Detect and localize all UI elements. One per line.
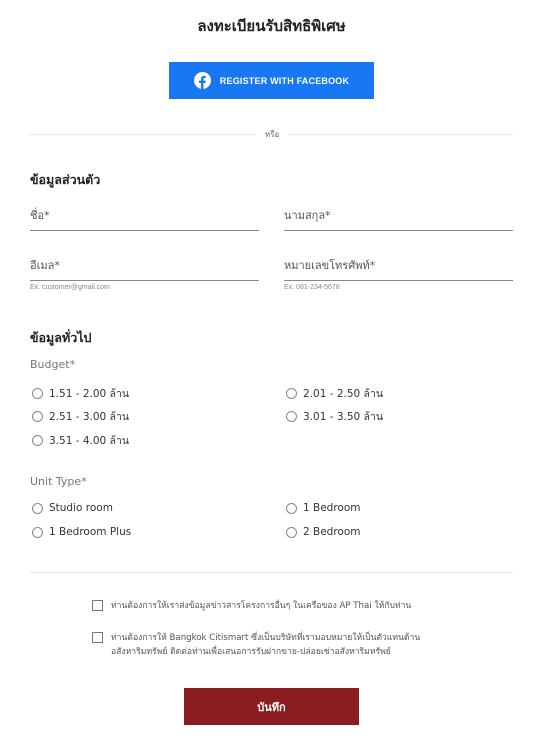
unit-type-option-1-bedroom[interactable] xyxy=(286,502,361,514)
budget-option-3[interactable] xyxy=(32,408,129,425)
unit-type-option-label: 1 Bedroom xyxy=(303,502,361,514)
radio-icon xyxy=(32,411,43,422)
first-name-underline xyxy=(30,230,259,231)
page-title: ลงทะเบียนรับสิทธิพิเศษ xyxy=(197,17,346,35)
consent-ap-thai-text: ท่านต้องการให้เราส่งข้อมูลข่าวสารโครงการอื่นๆ ในเครือของ AP Thai ให้กับท่าน xyxy=(111,601,412,611)
last-name-label: นามสกุล* xyxy=(284,209,331,222)
first-name-field[interactable] xyxy=(30,206,259,231)
unit-type-option-1-bedroom-plus[interactable] xyxy=(32,526,131,538)
email-hint: Ex. customer@gmail.com xyxy=(30,284,110,291)
radio-icon xyxy=(286,411,297,422)
consent-ap-thai[interactable] xyxy=(92,599,452,613)
unit-type-option-label: 1 Bedroom Plus xyxy=(49,526,132,538)
personal-info-heading: ข้อมูลส่วนตัว xyxy=(30,172,101,187)
save-button[interactable]: บันทึก xyxy=(184,688,359,725)
last-name-field[interactable] xyxy=(284,206,513,231)
budget-option-5[interactable] xyxy=(32,432,129,449)
unit-type-option-label: Studio room xyxy=(49,502,113,514)
consent-line-2: อสังหาริมทรัพย์ ติดต่อท่านเพื่อเสนอการรับฝากขาย-ปล่อยเช่าอสังหาริมทรัพย์ xyxy=(111,647,391,657)
phone-label: หมายเลขโทรศัพท์* xyxy=(284,259,376,272)
phone-field[interactable] xyxy=(284,256,513,291)
checkbox[interactable] xyxy=(92,632,103,643)
budget-option-4[interactable] xyxy=(286,408,383,425)
email-field[interactable] xyxy=(30,256,259,291)
budget-option-label: 2.51 - 3.00 ล้าน xyxy=(49,411,130,423)
budget-option-label: 3.01 - 3.50 ล้าน xyxy=(303,411,384,423)
unit-type-option-2-bedroom[interactable] xyxy=(286,526,361,538)
email-label: อีเมล* xyxy=(30,259,60,272)
consent-line-1: ท่านต้องการให้ Bangkok Citismart ซึ่งเป็นบริษัทที่เรามอบหมายให้เป็นตัวแทนด้าน xyxy=(111,633,421,643)
budget-option-label: 3.51 - 4.00 ล้าน xyxy=(49,435,130,447)
facebook-icon xyxy=(194,72,211,89)
budget-option-2[interactable] xyxy=(286,385,383,402)
phone-underline xyxy=(284,280,513,281)
radio-icon xyxy=(32,503,43,514)
last-name-underline xyxy=(284,230,513,231)
divider-left xyxy=(30,134,256,135)
radio-icon xyxy=(286,527,297,538)
or-separator: หรือ xyxy=(264,130,280,139)
consent-bangkok-citismart-text xyxy=(111,631,420,659)
unit-type-option-studio[interactable] xyxy=(32,502,113,514)
budget-option-1[interactable] xyxy=(32,385,129,402)
consent-bangkok-citismart[interactable] xyxy=(92,631,462,659)
radio-icon xyxy=(286,503,297,514)
unit-type-label: Unit Type* xyxy=(30,475,87,488)
section-divider xyxy=(30,572,513,573)
radio-icon xyxy=(32,435,43,446)
radio-icon xyxy=(32,527,43,538)
first-name-label: ชื่อ* xyxy=(30,209,50,222)
radio-icon xyxy=(32,388,43,399)
unit-type-option-label: 2 Bedroom xyxy=(303,526,361,538)
budget-option-label: 2.01 - 2.50 ล้าน xyxy=(303,388,384,400)
budget-option-label: 1.51 - 2.00 ล้าน xyxy=(49,388,130,400)
radio-icon xyxy=(286,388,297,399)
checkbox[interactable] xyxy=(92,600,103,611)
general-info-heading: ข้อมูลทั่วไป xyxy=(30,330,92,345)
budget-label: Budget* xyxy=(30,358,76,371)
phone-hint: Ex. 081-234-5678 xyxy=(284,284,340,291)
divider-right xyxy=(288,134,513,135)
register-with-facebook-button[interactable] xyxy=(169,62,374,99)
facebook-button-label: REGISTER WITH FACEBOOK xyxy=(219,75,350,86)
email-underline xyxy=(30,280,259,281)
